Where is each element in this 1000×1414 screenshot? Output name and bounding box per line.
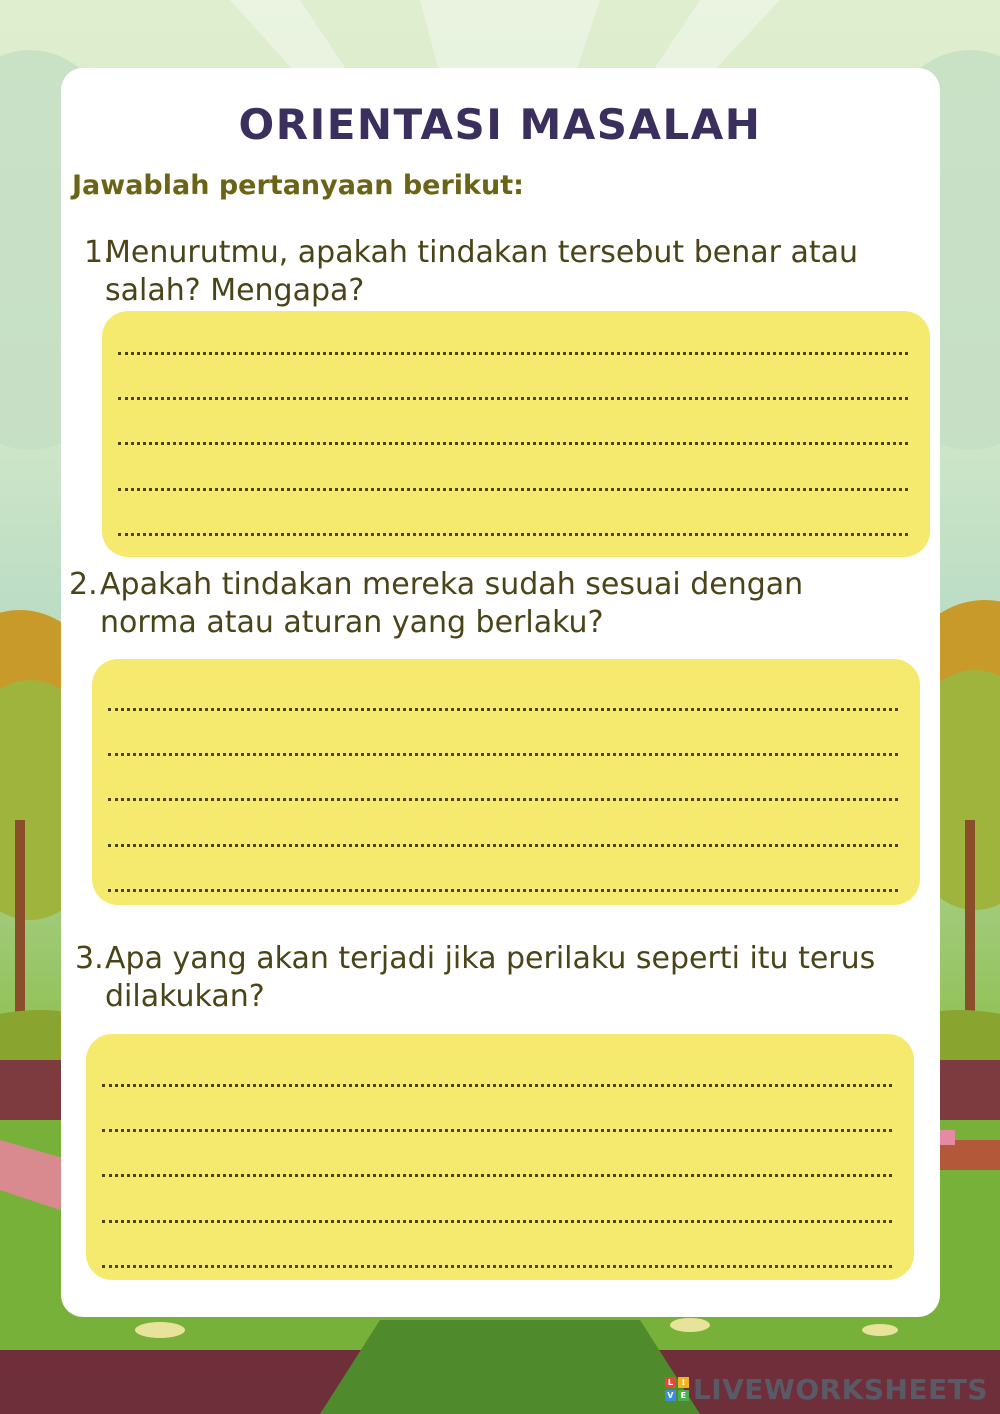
answer-box-3[interactable] xyxy=(86,1034,914,1280)
question-number: 1. xyxy=(84,235,113,270)
answer-line xyxy=(108,798,898,801)
question-text-line-1: Apa yang akan terjadi jika perilaku seperti itu terus xyxy=(105,941,876,976)
question-number: 2. xyxy=(69,567,98,602)
answer-line xyxy=(102,1174,892,1177)
answer-line xyxy=(118,488,908,491)
question-text-line-1: Apakah tindakan mereka sudah sesuai dengan xyxy=(100,567,804,602)
answer-line xyxy=(102,1129,892,1132)
question-text-line-2: norma atau aturan yang berlaku? xyxy=(100,605,604,640)
question-text-line-1: Menurutmu, apakah tindakan tersebut benar atau xyxy=(105,235,859,270)
answer-line xyxy=(102,1084,892,1087)
answer-line xyxy=(102,1220,892,1223)
answer-line xyxy=(118,442,908,445)
answer-line xyxy=(108,844,898,847)
answer-line xyxy=(118,352,908,355)
answer-box-2[interactable] xyxy=(92,659,920,905)
answer-line xyxy=(108,889,898,892)
question-number: 3. xyxy=(75,941,104,976)
liveworksheets-brand-text: LIVEWORKSHEETS xyxy=(692,1372,988,1406)
answer-line xyxy=(108,708,898,711)
answer-line xyxy=(118,397,908,400)
answer-line xyxy=(102,1265,892,1268)
answer-line xyxy=(118,533,908,536)
liveworksheets-logo-icon: L I V E xyxy=(665,1377,689,1401)
answer-box-1[interactable] xyxy=(102,311,930,557)
instruction-text: Jawablah pertanyaan berikut: xyxy=(72,170,524,201)
question-2 xyxy=(69,566,929,642)
question-text-line-2: dilakukan? xyxy=(105,979,265,1014)
page-title: ORIENTASI MASALAH xyxy=(238,100,762,149)
question-3 xyxy=(75,940,935,1016)
liveworksheets-logo[interactable] xyxy=(665,1372,988,1406)
answer-line xyxy=(108,753,898,756)
question-text-line-2: salah? Mengapa? xyxy=(105,273,365,308)
question-1 xyxy=(84,234,924,310)
